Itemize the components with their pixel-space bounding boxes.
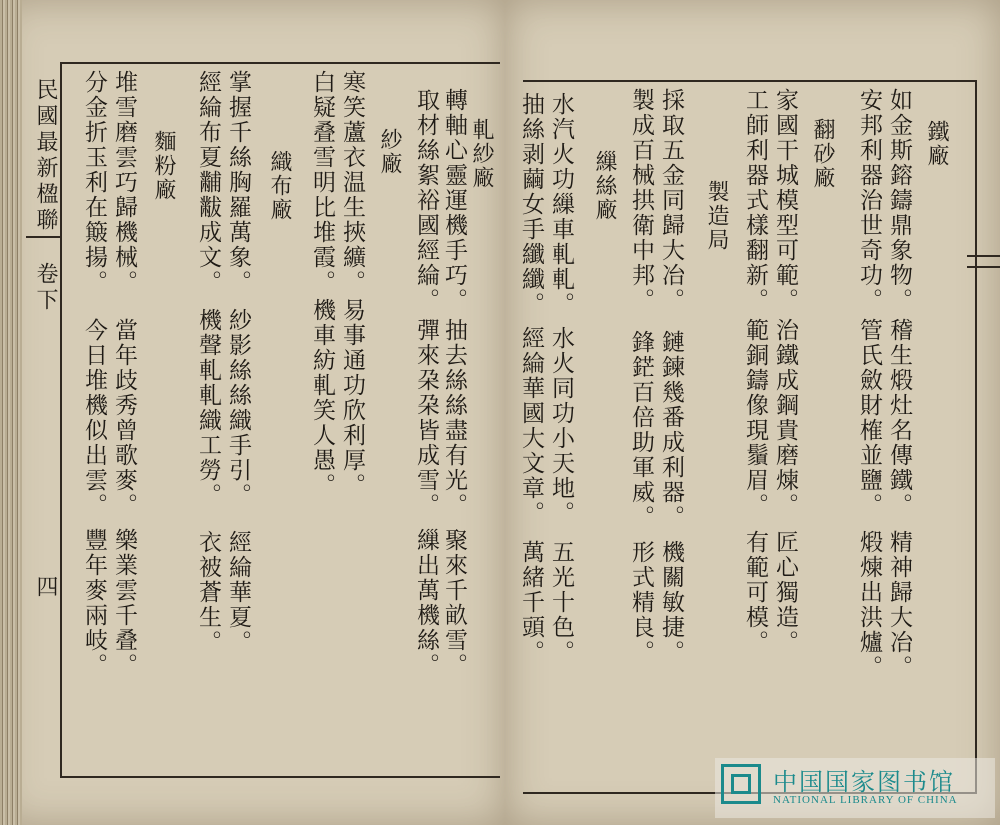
section-heading-iron-works: 鐵廠 [924, 120, 949, 168]
couplet-line: 匠心獨造。 [772, 530, 798, 655]
couplet-line: 五光十色。 [548, 540, 574, 665]
watermark-english: NATIONAL LIBRARY OF CHINA [773, 794, 958, 806]
couplet-line: 經綸華夏。 [225, 530, 251, 655]
couplet-line: 煅煉出洪爐。 [856, 530, 882, 680]
couplet-line: 機聲軋軋織工勞。 [195, 308, 221, 508]
couplet-line: 聚來千畝雪。 [441, 528, 467, 678]
section-heading-silk-mill: 繅絲廠 [592, 150, 617, 222]
couplet-line: 寒笑蘆衣温生挾纊。 [339, 70, 365, 295]
page-number: 四 [33, 575, 58, 601]
library-watermark [715, 758, 995, 818]
couplet-line: 分金折玉利在簸揚。 [81, 70, 107, 295]
couplet-line: 取材絲絮裕國經綸。 [413, 88, 439, 313]
couplet-line: 樂業雲千叠。 [111, 528, 137, 678]
couplet-line: 抽絲剥繭女手纖纖。 [518, 92, 544, 317]
couplet-line: 製成百械拱衛中邦。 [628, 88, 654, 313]
couplet-line: 萬緒千頭。 [518, 540, 544, 665]
couplet-line: 採取五金同歸大冶。 [658, 88, 684, 313]
couplet-line: 機車紡軋笑人愚。 [309, 298, 335, 498]
couplet-line: 紗影絲絲織手引。 [225, 308, 251, 508]
right-page [505, 0, 1000, 825]
library-logo-icon [721, 764, 761, 804]
couplet-line: 經綸布夏黼黻成文。 [195, 70, 221, 295]
couplet-line: 水汽火功繅車軋軋。 [548, 92, 574, 317]
couplet-line: 經綸華國大文章。 [518, 326, 544, 526]
couplet-line: 有範可模。 [742, 530, 768, 655]
section-heading-flour-mill: 麵粉廠 [151, 130, 176, 202]
couplet-line: 機關敏捷。 [658, 540, 684, 665]
couplet-line: 如金斯鎔鑄鼎象物。 [886, 88, 912, 313]
couplet-line: 安邦利器治世奇功。 [856, 88, 882, 313]
couplet-line: 白疑叠雪明比堆霞。 [309, 70, 335, 295]
couplet-line: 轉軸心靈運機手巧。 [441, 88, 467, 313]
page-edge-stack [0, 0, 22, 825]
couplet-line: 範銅鑄像現鬚眉。 [742, 318, 768, 518]
watermark-chinese: 中国国家图书馆 [773, 768, 955, 796]
couplet-line: 工師利器式樣翻新。 [742, 88, 768, 313]
section-heading-arsenal: 製造局 [704, 180, 729, 252]
book-title: 民國最新楹聯 [33, 78, 58, 234]
section-heading-yarn-mill: 紗廠 [377, 128, 402, 176]
couplet-line: 衣被蒼生。 [195, 530, 221, 655]
couplet-line: 鋒鋩百倍助軍威。 [628, 330, 654, 530]
couplet-line: 今日堆機似出雲。 [81, 318, 107, 518]
couplet-line: 治鐵成鋼貴磨煉。 [772, 318, 798, 518]
couplet-line: 彈來朶朶皆成雪。 [413, 318, 439, 518]
section-heading-cotton-mill: 軋紗廠 [469, 118, 494, 190]
couplet-line: 稽生煅灶名傳鐵。 [886, 318, 912, 518]
couplet-line: 易事通功欣利厚。 [339, 298, 365, 498]
margin-divider [967, 266, 1000, 268]
section-heading-weaving-mill: 織布廠 [267, 150, 292, 222]
couplet-line: 管氏斂財榷並鹽。 [856, 318, 882, 518]
couplet-line: 家國干城模型可範。 [772, 88, 798, 313]
couplet-line: 掌握千絲胸羅萬象。 [225, 70, 251, 295]
couplet-line: 堆雪磨雲巧歸機械。 [111, 70, 137, 295]
couplet-line: 繅出萬機絲。 [413, 528, 439, 678]
couplet-line: 抽去絲絲盡有光。 [441, 318, 467, 518]
couplet-line: 鏈鍊幾番成利器。 [658, 330, 684, 530]
margin-divider [26, 236, 62, 238]
margin-divider [967, 255, 1000, 257]
couplet-line: 形式精良。 [628, 540, 654, 665]
section-heading-sand-mill: 翻砂廠 [810, 118, 835, 190]
couplet-line: 水火同功小天地。 [548, 326, 574, 526]
couplet-line: 當年歧秀曾歌麥。 [111, 318, 137, 518]
couplet-line: 精神歸大冶。 [886, 530, 912, 680]
volume-label: 卷下 [33, 262, 58, 314]
couplet-line: 豐年麥兩岐。 [81, 528, 107, 678]
